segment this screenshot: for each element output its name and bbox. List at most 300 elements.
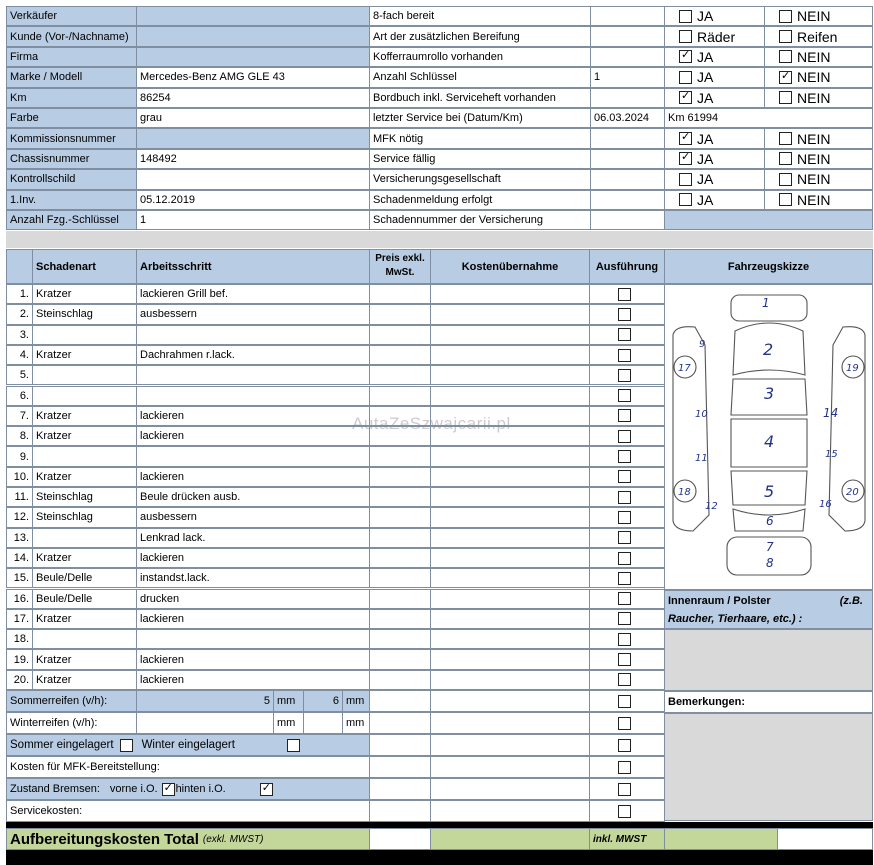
total-inkl-value	[664, 828, 778, 850]
row-execution	[589, 406, 665, 426]
row-damage-type[interactable]	[32, 365, 137, 385]
row-work-step[interactable]: Dachrahmen r.lack.	[136, 345, 370, 365]
option-no-label: NEIN	[797, 130, 831, 147]
info-value[interactable]: 86254	[136, 88, 370, 108]
row-work-step[interactable]: lackieren	[136, 426, 370, 446]
option-yes-label: JA	[697, 130, 714, 147]
sketch-mark-16: 16	[819, 499, 832, 510]
execution-checkbox[interactable]	[618, 805, 631, 818]
row-execution	[589, 507, 665, 527]
row-damage-type[interactable]: Steinschlag	[32, 304, 137, 324]
row-damage-type[interactable]: Kratzer	[32, 284, 137, 304]
row-price[interactable]	[369, 446, 431, 466]
winter-tires-rear	[303, 712, 343, 734]
execution-checkbox[interactable]	[618, 308, 631, 321]
row-cost-coverage[interactable]	[430, 568, 590, 588]
sketch-mark-1: 1	[762, 296, 770, 310]
summer-unit-front: mm	[273, 690, 304, 712]
option-no-checkbox[interactable]	[779, 30, 792, 43]
info-right-label: Kofferraumrollo vorhanden	[369, 47, 591, 67]
option-no-checkbox[interactable]	[779, 10, 792, 23]
row-cost-coverage[interactable]	[430, 670, 590, 690]
row-damage-type[interactable]	[32, 446, 137, 466]
row-number: 11.	[6, 487, 33, 507]
execution-checkbox[interactable]	[618, 673, 631, 686]
row-execution	[589, 446, 665, 466]
execution-checkbox[interactable]	[618, 739, 631, 752]
execution-checkbox[interactable]	[618, 633, 631, 646]
execution-checkbox[interactable]	[618, 653, 631, 666]
row-damage-type[interactable]	[32, 528, 137, 548]
row-number: 3.	[6, 325, 33, 345]
vehicle-diagram	[665, 285, 874, 591]
row-damage-type[interactable]: Kratzer	[32, 609, 137, 629]
info-right-label: Bordbuch inkl. Serviceheft vorhanden	[369, 88, 591, 108]
col-ausfuehrung-header: Ausführung	[589, 249, 665, 284]
row-price[interactable]	[369, 507, 431, 527]
option-yes-checkbox[interactable]	[679, 50, 692, 63]
option-no-cell	[764, 88, 873, 108]
option-yes-label: JA	[697, 48, 714, 65]
col-skizze-header: Fahrzeugskizze	[664, 249, 873, 284]
row-execution	[589, 284, 665, 304]
row-price[interactable]	[369, 386, 431, 406]
info-value[interactable]: grau	[136, 108, 370, 128]
row-work-step[interactable]: lackieren	[136, 670, 370, 690]
row-work-step[interactable]: instandst.lack.	[136, 568, 370, 588]
row-work-step[interactable]	[136, 446, 370, 466]
execution-checkbox[interactable]	[618, 717, 631, 730]
info-label: Farbe	[6, 108, 137, 128]
row-price[interactable]	[369, 649, 431, 669]
execution-checkbox[interactable]	[618, 695, 631, 708]
lower-execution	[589, 756, 665, 778]
row-damage-type[interactable]: Kratzer	[32, 649, 137, 669]
info-right-value[interactable]	[590, 128, 665, 148]
row-number: 1.	[6, 284, 33, 304]
info-right-value[interactable]	[590, 88, 665, 108]
winter-unit-front: mm	[273, 712, 304, 734]
row-price[interactable]	[369, 609, 431, 629]
info-label: Verkäufer	[6, 6, 137, 26]
info-label: Kontrollschild	[6, 169, 137, 189]
row-damage-type[interactable]: Beule/Delle	[32, 568, 137, 588]
lower-price[interactable]	[369, 800, 431, 822]
service-costs-label: Servicekosten:	[6, 800, 370, 822]
sketch-mark-14: 14	[823, 406, 839, 420]
info-right-value[interactable]	[590, 210, 665, 230]
row-execution	[589, 568, 665, 588]
execution-checkbox[interactable]	[618, 592, 631, 605]
brakes-label: Zustand Bremsen:	[10, 783, 100, 795]
summer-tires-rear: 6	[303, 690, 343, 712]
option-yes-checkbox[interactable]	[679, 173, 692, 186]
info-right-label: Service fällig	[369, 149, 591, 169]
info-label: Marke / Modell	[6, 67, 137, 87]
option-yes-cell	[664, 6, 765, 26]
row-number: 4.	[6, 345, 33, 365]
option-yes-checkbox[interactable]	[679, 152, 692, 165]
execution-checkbox[interactable]	[618, 552, 631, 565]
empty-cell	[664, 210, 873, 230]
row-damage-type[interactable]: Kratzer	[32, 467, 137, 487]
row-damage-type[interactable]	[32, 386, 137, 406]
execution-checkbox[interactable]	[618, 450, 631, 463]
info-value[interactable]: Mercedes-Benz AMG GLE 43	[136, 67, 370, 87]
option-yes-label: JA	[697, 8, 714, 25]
row-number: 18.	[6, 629, 33, 649]
brakes-front-checkbox[interactable]	[162, 783, 175, 796]
winter-stored-label: Winter eingelagert	[141, 739, 235, 751]
lower-price[interactable]	[369, 734, 431, 756]
sketch-mark-15: 15	[825, 449, 838, 460]
row-execution	[589, 345, 665, 365]
total-inkl-amount	[777, 828, 873, 850]
col-preis-header: Preis exkl. MwSt.	[369, 249, 431, 284]
option-no-checkbox[interactable]	[779, 50, 792, 63]
option-no-label: NEIN	[797, 171, 831, 188]
row-execution	[589, 589, 665, 609]
info-value[interactable]: 148492	[136, 149, 370, 169]
option-no-cell	[764, 26, 873, 46]
row-damage-type[interactable]: Kratzer	[32, 345, 137, 365]
option-yes-checkbox[interactable]	[679, 71, 692, 84]
info-value[interactable]	[136, 47, 370, 67]
option-yes-checkbox[interactable]	[679, 10, 692, 23]
brakes-row	[6, 778, 370, 800]
total-spacer	[430, 828, 590, 850]
row-work-step[interactable]: lackieren	[136, 467, 370, 487]
row-execution	[589, 548, 665, 568]
info-right-value[interactable]	[590, 190, 665, 210]
option-yes-label: JA	[697, 69, 714, 86]
lower-cost	[430, 734, 590, 756]
row-cost-coverage[interactable]	[430, 386, 590, 406]
row-cost-coverage[interactable]	[430, 325, 590, 345]
option-yes-label: JA	[697, 191, 714, 208]
row-work-step[interactable]: lackieren	[136, 609, 370, 629]
info-right-label: Schadennummer der Versicherung	[369, 210, 591, 230]
row-work-step[interactable]: ausbessern	[136, 304, 370, 324]
row-price[interactable]	[369, 487, 431, 507]
summer-stored-label: Sommer eingelagert	[10, 739, 114, 751]
summer-tires-front: 5	[136, 690, 274, 712]
row-execution	[589, 649, 665, 669]
info-value[interactable]	[136, 169, 370, 189]
col-nr-header	[6, 249, 33, 284]
option-no-checkbox[interactable]	[779, 193, 792, 206]
remarks-area[interactable]	[664, 713, 873, 821]
row-execution	[589, 629, 665, 649]
execution-checkbox[interactable]	[618, 783, 631, 796]
row-damage-type[interactable]: Kratzer	[32, 426, 137, 446]
lower-price[interactable]	[369, 712, 431, 734]
row-work-step[interactable]: lackieren	[136, 548, 370, 568]
interior-label: Innenraum / Polster	[668, 594, 771, 607]
lower-execution	[589, 690, 665, 712]
mfk-costs-label: Kosten für MFK-Bereitstellung:	[6, 756, 370, 778]
row-damage-type[interactable]: Steinschlag	[32, 487, 137, 507]
row-price[interactable]	[369, 365, 431, 385]
option-yes-cell	[664, 169, 765, 189]
row-execution	[589, 467, 665, 487]
info-label: Km	[6, 88, 137, 108]
lower-price[interactable]	[369, 778, 431, 800]
interior-line	[668, 592, 869, 610]
row-price[interactable]	[369, 548, 431, 568]
execution-checkbox[interactable]	[618, 470, 631, 483]
execution-checkbox[interactable]	[618, 288, 631, 301]
lower-price[interactable]	[369, 690, 431, 712]
info-right-value[interactable]	[590, 149, 665, 169]
row-damage-type[interactable]	[32, 325, 137, 345]
execution-checkbox[interactable]	[618, 761, 631, 774]
row-execution	[589, 670, 665, 690]
row-cost-coverage[interactable]	[430, 609, 590, 629]
info-right-value[interactable]	[590, 169, 665, 189]
row-work-step[interactable]	[136, 365, 370, 385]
row-number: 2.	[6, 304, 33, 324]
option-yes-label: JA	[697, 150, 714, 167]
interior-note-1: (z.B.	[839, 594, 863, 607]
brakes-front-label: vorne i.O.	[109, 783, 158, 795]
summer-unit-rear: mm	[342, 690, 370, 712]
execution-checkbox[interactable]	[618, 612, 631, 625]
row-price[interactable]	[369, 345, 431, 365]
row-cost-coverage[interactable]	[430, 304, 590, 324]
summer-stored-checkbox[interactable]	[120, 739, 133, 752]
row-cost-coverage[interactable]	[430, 507, 590, 527]
row-work-step[interactable]: drucken	[136, 589, 370, 609]
row-damage-type[interactable]: Kratzer	[32, 406, 137, 426]
info-label: Chassisnummer	[6, 149, 137, 169]
option-no-checkbox[interactable]	[779, 132, 792, 145]
row-execution	[589, 487, 665, 507]
info-right-value[interactable]	[590, 47, 665, 67]
row-price[interactable]	[369, 528, 431, 548]
lower-cost	[430, 778, 590, 800]
info-value[interactable]: 1	[136, 210, 370, 230]
option-no-label: NEIN	[797, 69, 831, 86]
lower-cost	[430, 756, 590, 778]
option-no-cell	[764, 47, 873, 67]
execution-checkbox[interactable]	[618, 369, 631, 382]
info-right-label: Anzahl Schlüssel	[369, 67, 591, 87]
lower-cost	[430, 690, 590, 712]
execution-checkbox[interactable]	[618, 328, 631, 341]
info-right-value[interactable]	[590, 26, 665, 46]
sketch-mark-5: 5	[764, 482, 775, 501]
col-kosten-header: Kostenübernahme	[430, 249, 590, 284]
lower-cost	[430, 712, 590, 734]
execution-checkbox[interactable]	[618, 531, 631, 544]
row-cost-coverage[interactable]	[430, 365, 590, 385]
row-number: 20.	[6, 670, 33, 690]
sketch-mark-17: 17	[678, 363, 691, 374]
info-right-label: Versicherungsgesellschaft	[369, 169, 591, 189]
summer-tires-label: Sommerreifen (v/h):	[6, 690, 274, 712]
execution-checkbox[interactable]	[618, 491, 631, 504]
execution-checkbox[interactable]	[618, 572, 631, 585]
interior-note-2: Raucher, Tierhaare, etc.) :	[668, 612, 803, 625]
row-damage-type[interactable]: Steinschlag	[32, 507, 137, 527]
row-cost-coverage[interactable]	[430, 548, 590, 568]
winter-tires-front	[136, 712, 274, 734]
execution-checkbox[interactable]	[618, 430, 631, 443]
row-cost-coverage[interactable]	[430, 528, 590, 548]
sketch-mark-6: 6	[766, 514, 774, 528]
option-no-checkbox[interactable]	[779, 71, 792, 84]
row-cost-coverage[interactable]	[430, 649, 590, 669]
winter-stored-checkbox[interactable]	[287, 739, 300, 752]
row-number: 13.	[6, 528, 33, 548]
row-work-step[interactable]: lackieren	[136, 649, 370, 669]
lower-price[interactable]	[369, 756, 431, 778]
row-execution	[589, 365, 665, 385]
row-number: 15.	[6, 568, 33, 588]
row-execution	[589, 609, 665, 629]
row-number: 19.	[6, 649, 33, 669]
row-work-step[interactable]	[136, 386, 370, 406]
row-work-step[interactable]: Lenkrad lack.	[136, 528, 370, 548]
option-no-label: Reifen	[797, 28, 838, 45]
row-work-step[interactable]: ausbessern	[136, 507, 370, 527]
row-price[interactable]	[369, 284, 431, 304]
execution-checkbox[interactable]	[618, 511, 631, 524]
bottom-bar	[6, 850, 873, 865]
total-note: (exkl. MWST)	[202, 833, 264, 845]
section-separator	[6, 231, 873, 248]
interior-section	[664, 590, 873, 629]
row-cost-coverage[interactable]	[430, 629, 590, 649]
winter-unit-rear: mm	[342, 712, 370, 734]
sketch-mark-4: 4	[764, 432, 775, 451]
storage-row	[6, 734, 370, 756]
option-yes-cell	[664, 128, 765, 148]
execution-checkbox[interactable]	[618, 349, 631, 362]
row-cost-coverage[interactable]	[430, 345, 590, 365]
option-no-cell	[764, 6, 873, 26]
total-label	[6, 828, 370, 850]
info-value[interactable]	[136, 26, 370, 46]
row-work-step[interactable]: Beule drücken ausb.	[136, 487, 370, 507]
option-yes-cell	[664, 88, 765, 108]
info-right-label: Schadenmeldung erfolgt	[369, 190, 591, 210]
option-yes-label: JA	[697, 171, 714, 188]
watermark: AutaZeSzwajcarii.pl	[352, 414, 511, 433]
option-yes-label: JA	[697, 89, 714, 106]
row-price[interactable]	[369, 304, 431, 324]
interior-notes-area[interactable]	[664, 629, 873, 691]
option-yes-checkbox[interactable]	[679, 30, 692, 43]
row-execution	[589, 304, 665, 324]
info-label: Anzahl Fzg.-Schlüssel	[6, 210, 137, 230]
execution-checkbox[interactable]	[618, 409, 631, 422]
sketch-mark-19: 19	[846, 363, 859, 374]
option-no-checkbox[interactable]	[779, 152, 792, 165]
row-cost-coverage[interactable]	[430, 487, 590, 507]
option-no-label: NEIN	[797, 48, 831, 65]
row-price[interactable]	[369, 629, 431, 649]
row-price[interactable]	[369, 467, 431, 487]
row-cost-coverage[interactable]	[430, 284, 590, 304]
row-price[interactable]	[369, 325, 431, 345]
row-number: 8.	[6, 426, 33, 446]
option-no-cell	[764, 190, 873, 210]
option-yes-cell	[664, 149, 765, 169]
option-no-cell	[764, 149, 873, 169]
execution-checkbox[interactable]	[618, 389, 631, 402]
row-price[interactable]	[369, 670, 431, 690]
row-number: 6.	[6, 386, 33, 406]
option-yes-cell	[664, 26, 765, 46]
option-no-checkbox[interactable]	[779, 91, 792, 104]
info-value[interactable]	[136, 6, 370, 26]
option-yes-cell	[664, 190, 765, 210]
total-price	[369, 828, 431, 850]
option-no-checkbox[interactable]	[779, 173, 792, 186]
sketch-mark-11: 11	[695, 453, 708, 464]
row-price[interactable]	[369, 568, 431, 588]
last-service-km: Km 61994	[664, 108, 873, 128]
option-no-cell	[764, 169, 873, 189]
row-work-step[interactable]: lackieren	[136, 406, 370, 426]
lower-execution	[589, 712, 665, 734]
row-damage-type[interactable]: Kratzer	[32, 670, 137, 690]
row-damage-type[interactable]: Kratzer	[32, 548, 137, 568]
option-no-label: NEIN	[797, 89, 831, 106]
row-work-step[interactable]	[136, 325, 370, 345]
info-value[interactable]	[136, 128, 370, 148]
option-no-label: NEIN	[797, 150, 831, 167]
row-work-step[interactable]: lackieren Grill bef.	[136, 284, 370, 304]
row-number: 10.	[6, 467, 33, 487]
info-right-value[interactable]	[590, 6, 665, 26]
sketch-mark-18: 18	[678, 487, 691, 498]
row-damage-type[interactable]	[32, 629, 137, 649]
row-number: 7.	[6, 406, 33, 426]
lower-execution	[589, 800, 665, 822]
info-right-label: letzter Service bei (Datum/Km)	[369, 108, 591, 128]
info-value[interactable]: 05.12.2019	[136, 190, 370, 210]
row-work-step[interactable]	[136, 629, 370, 649]
row-cost-coverage[interactable]	[430, 446, 590, 466]
total-title: Aufbereitungskosten Total	[10, 830, 199, 848]
brakes-rear-checkbox[interactable]	[260, 783, 273, 796]
row-damage-type[interactable]: Beule/Delle	[32, 589, 137, 609]
row-cost-coverage[interactable]	[430, 589, 590, 609]
info-label: Kommissionsnummer	[6, 128, 137, 148]
info-right-value[interactable]: 1	[590, 67, 665, 87]
option-yes-checkbox[interactable]	[679, 132, 692, 145]
sketch-mark-10: 10	[695, 409, 708, 420]
info-right-value[interactable]: 06.03.2024	[590, 108, 665, 128]
option-yes-checkbox[interactable]	[679, 193, 692, 206]
total-inkl-label: inkl. MWST	[589, 828, 665, 850]
row-number: 14.	[6, 548, 33, 568]
option-yes-checkbox[interactable]	[679, 91, 692, 104]
info-label: Firma	[6, 47, 137, 67]
sketch-mark-7: 7	[766, 540, 774, 554]
row-number: 5.	[6, 365, 33, 385]
row-number: 9.	[6, 446, 33, 466]
row-price[interactable]	[369, 589, 431, 609]
row-cost-coverage[interactable]	[430, 467, 590, 487]
lower-execution	[589, 778, 665, 800]
option-no-cell	[764, 67, 873, 87]
option-no-label: NEIN	[797, 8, 831, 25]
remarks-label: Bemerkungen:	[664, 691, 873, 713]
